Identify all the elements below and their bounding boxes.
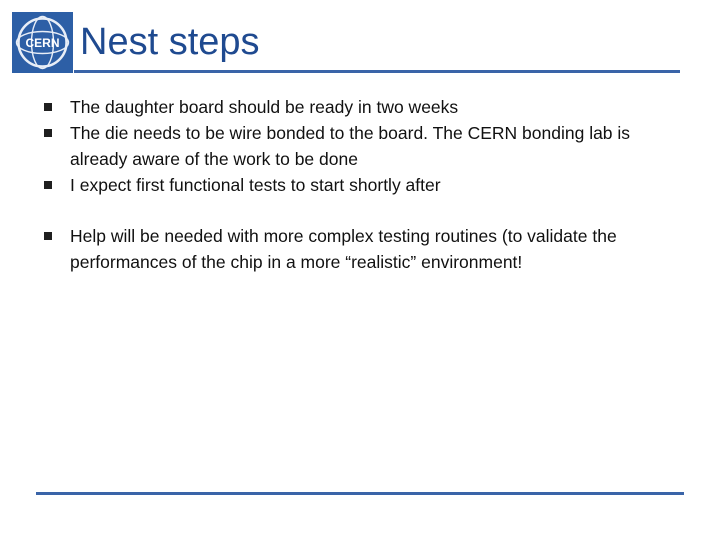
square-bullet-icon bbox=[44, 103, 52, 111]
bullet-text: Help will be needed with more complex testing routines (to validate the performances of the chip in a more “realistic” environment! bbox=[70, 226, 617, 272]
footer-divider bbox=[36, 492, 684, 495]
title-divider bbox=[74, 70, 680, 73]
bullet-item bbox=[44, 172, 684, 198]
bullet-item bbox=[44, 120, 684, 172]
square-bullet-icon bbox=[44, 232, 52, 240]
bullet-list bbox=[44, 94, 684, 275]
bullet-text: The daughter board should be ready in two weeks bbox=[70, 97, 459, 117]
bullet-text: I expect first functional tests to start shortly after bbox=[70, 175, 441, 195]
cern-logo-wordmark: CERN bbox=[25, 35, 60, 50]
bullet-text: The die needs to be wire bonded to the board. The CERN bonding lab is already aware of the work to be done bbox=[70, 123, 631, 169]
slide-title: Nest steps bbox=[80, 21, 260, 63]
bullet-item bbox=[44, 94, 684, 120]
bullet-item bbox=[44, 223, 684, 275]
cern-logo bbox=[12, 12, 73, 73]
square-bullet-icon bbox=[44, 129, 52, 137]
square-bullet-icon bbox=[44, 181, 52, 189]
